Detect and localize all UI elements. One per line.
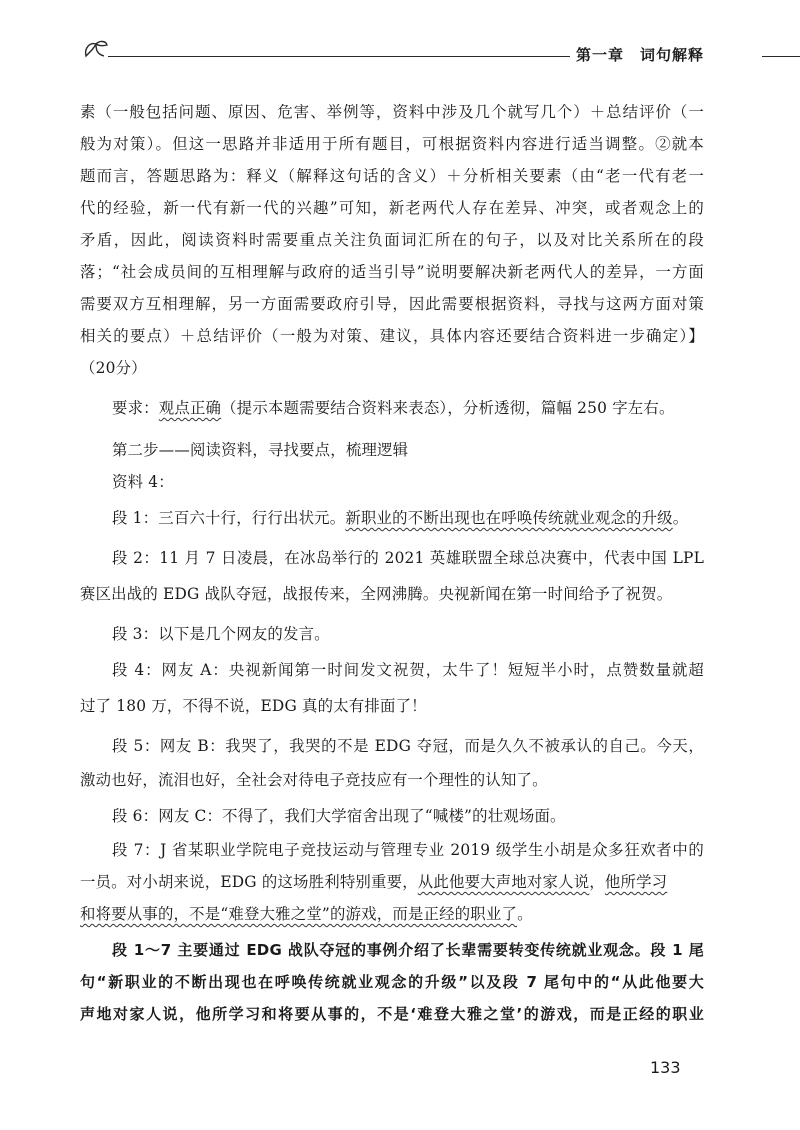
text-line: 相关的要点）＋总结评价（一般为对策、建议，具体内容还要结合资料进一步确定）】 [80,327,704,345]
chapter-title: 第一章 词句解释 [576,46,705,64]
segment-1-end: 。 [672,509,689,527]
text-line: 素（一般包括问题、原因、危害、举例等，资料中涉及几个就写几个）＋总结评价（一 [80,103,704,121]
segment-7-line-2 [80,872,704,892]
text-line: （20分） [80,359,147,377]
segment-7-emphasis-3: 和将要从事的，不是“难登大雅之堂”的游戏，而是正经的职业了 [80,905,518,923]
text-line: 般为对策）。但这一思路并非适用于所有题目，可根据资料内容进行适当调整。②就本 [80,135,704,153]
text-line: 需要双方互相理解，另一方面需要政府引导，因此需要根据资料，寻找与这两方面对策 [80,295,704,313]
requirement-rest: （提示本题需要结合资料来表态），分析透彻，篇幅 250 字左右。 [221,399,675,417]
analysis-line-1: 段 1～7 主要通过 EDG 战队夺冠的事例介绍了长辈需要转变传统就业观念。段 1 尾 [112,941,704,959]
requirement-emphasis: 观点正确 [158,399,222,417]
segment-7-line-1: 段 7：J 省某职业学院电子竞技运动与管理专业 2019 级学生小胡是众多狂欢者中的 [112,841,704,859]
running-header [82,36,712,70]
page-number: 133 [650,1058,681,1077]
header-rule-right [762,56,800,57]
segment-2-line-1: 段 2：11 月 7 日凌晨，在冰岛举行的 2021 英雄联盟全球总决赛中，代表中国 LPL [112,549,704,567]
segment-7-emphasis-1: 从此他要大声地对家人说 [417,873,590,891]
requirement-prefix: 要求： [112,399,159,417]
text-line: 代的经验，新一代有新一代的兴趣”可知，新老两代人存在差异、冲突，或者观念上的 [80,199,704,217]
segment-7-text: 一员。对小胡来说，EDG 的这场胜利特别重要， [80,873,418,891]
material-label: 资料 4： [112,473,174,491]
segment-5-line-1: 段 5：网友 B：我哭了，我哭的不是 EDG 夺冠，而是久久不被承认的自己。今天， [112,737,704,755]
text-line: 矛盾，因此，阅读资料时需要重点关注负面词汇所在的句子，以及对比关系所在的段 [80,231,704,249]
segment-1-text: 段 1：三百六十行，行行出状元。 [112,509,346,527]
segment-6: 段 6：网友 C：不得了，我们大学宿舍出现了“喊楼”的壮观场面。 [112,807,566,825]
segment-7-emphasis-2: 他所学习 [604,873,668,891]
segment-7-line-3 [80,904,704,924]
segment-2-line-2: 赛区出战的 EDG 战队夺冠，战报传来，全网沸腾。央视新闻在第一时间给予了祝贺。 [80,585,673,603]
segment-7-end: 。 [517,905,533,923]
analysis-line-3: 声地对家人说，他所学习和将要从事的，不是‘难登大雅之堂’的游戏，而是正经的职业 [80,1005,704,1023]
segment-5-line-2: 激动也好，流泪也好，全社会对待电子竞技应有一个理性的认知了。 [80,771,548,789]
segment-7-comma: ， [589,873,605,891]
requirement-line [112,398,704,418]
text-line: 落；“社会成员间的互相理解与政府的适当引导”说明要解决新老两代人的差异，一方面 [80,263,704,281]
text-line: 题而言，答题思路为：释义（解释这句话的含义）＋分析相关要素（由“老一代有老一 [80,167,704,185]
header-rule-left [108,56,570,57]
segment-3: 段 3：以下是几个网友的发言。 [112,625,330,643]
segment-1 [112,508,704,528]
step-title: 第二步——阅读资料，寻找要点，梳理逻辑 [112,441,409,459]
leaf-ornament-icon [82,36,110,64]
segment-4-line-2: 过了 180 万，不得不说，EDG 真的太有排面了！ [80,697,427,715]
analysis-line-2: 句“新职业的不断出现也在呼唤传统就业观念的升级”以及段 7 尾句中的“从此他要大 [80,973,704,991]
segment-4-line-1: 段 4：网友 A：央视新闻第一时间发文祝贺，太牛了！短短半小时，点赞数量就超 [112,661,704,679]
segment-1-emphasis: 新职业的不断出现也在呼唤传统就业观念的升级 [345,509,673,527]
